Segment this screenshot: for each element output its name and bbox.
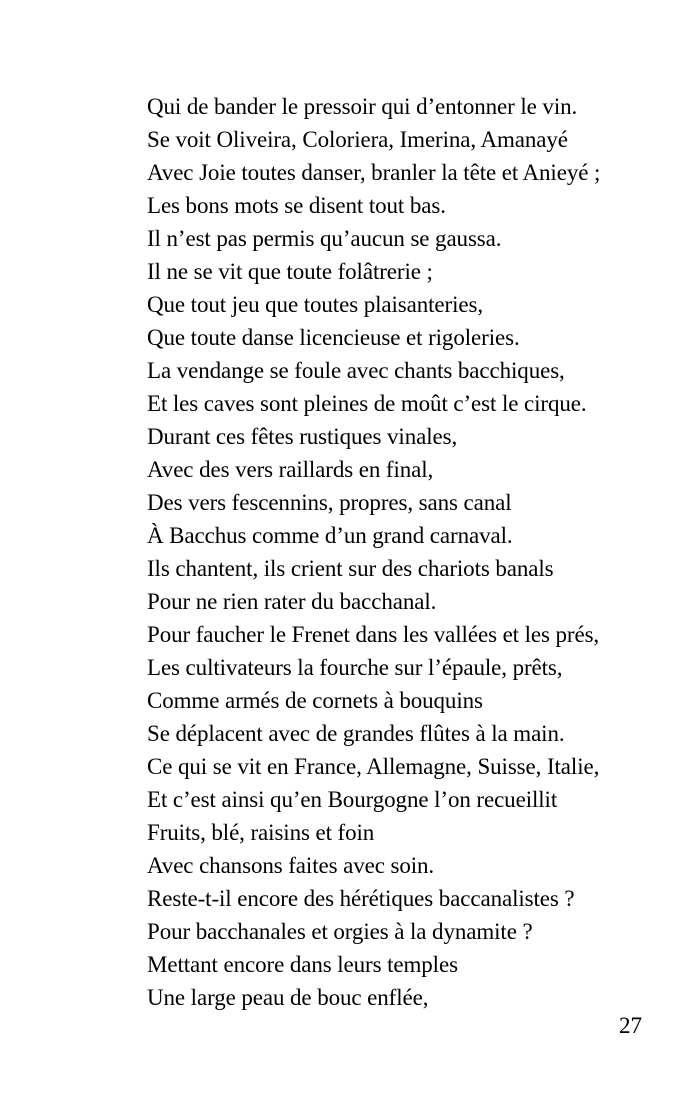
verse-line: Pour ne rien rater du bacchanal.	[147, 589, 437, 614]
verse-line: Les bons mots se disent tout bas.	[147, 193, 446, 218]
verse-line: Que tout jeu que toutes plaisanteries,	[147, 292, 484, 317]
verse-line: La vendange se foule avec chants bacchiques,	[147, 358, 565, 383]
verse-line: Se voit Oliveira, Coloriera, Imerina, Amanayé	[147, 127, 568, 152]
verse-line: Et les caves sont pleines de moût c’est le cirque.	[147, 391, 587, 416]
verse-line: Fruits, blé, raisins et foin	[147, 820, 375, 845]
verse-line: Comme armés de cornets à bouquins	[147, 688, 483, 713]
verse-line: Qui de bander le pressoir qui d’entonner le vin.	[147, 94, 578, 119]
verse-line: Des vers fescennins, propres, sans canal	[147, 490, 512, 515]
verse-line: Pour bacchanales et orgies à la dynamite ?	[147, 919, 533, 944]
verse-line: Les cultivateurs la fourche sur l’épaule, prêts,	[147, 655, 563, 680]
verse-line: À Bacchus comme d’un grand carnaval.	[147, 523, 513, 548]
verse-line: Ce qui se vit en France, Allemagne, Suisse, Italie,	[147, 754, 600, 779]
page-number: 27	[619, 1013, 642, 1038]
verse-line: Durant ces fêtes rustiques vinales,	[147, 424, 458, 449]
verse-line: Se déplacent avec de grandes flûtes à la main.	[147, 721, 565, 746]
verse-line: Avec Joie toutes danser, branler la tête et Anieyé ;	[147, 160, 601, 185]
verse-line: Pour faucher le Frenet dans les vallées et les prés,	[147, 622, 600, 647]
poem-body	[147, 90, 600, 1014]
verse-line: Ils chantent, ils crient sur des chariots banals	[147, 556, 554, 581]
verse-line: Que toute danse licencieuse et rigoleries.	[147, 325, 520, 350]
verse-line: Reste-t-il encore des hérétiques baccanalistes ?	[147, 886, 575, 911]
verse-line: Mettant encore dans leurs temples	[147, 952, 458, 977]
verse-line: Une large peau de bouc enflée,	[147, 985, 429, 1010]
verse-line: Avec chansons faites avec soin.	[147, 853, 435, 878]
verse-line: Il ne se vit que toute folâtrerie ;	[147, 259, 433, 284]
verse-line: Avec des vers raillards en final,	[147, 457, 434, 482]
verse-line: Il n’est pas permis qu’aucun se gaussa.	[147, 226, 502, 251]
verse-line: Et c’est ainsi qu’en Bourgogne l’on recueillit	[147, 787, 558, 812]
